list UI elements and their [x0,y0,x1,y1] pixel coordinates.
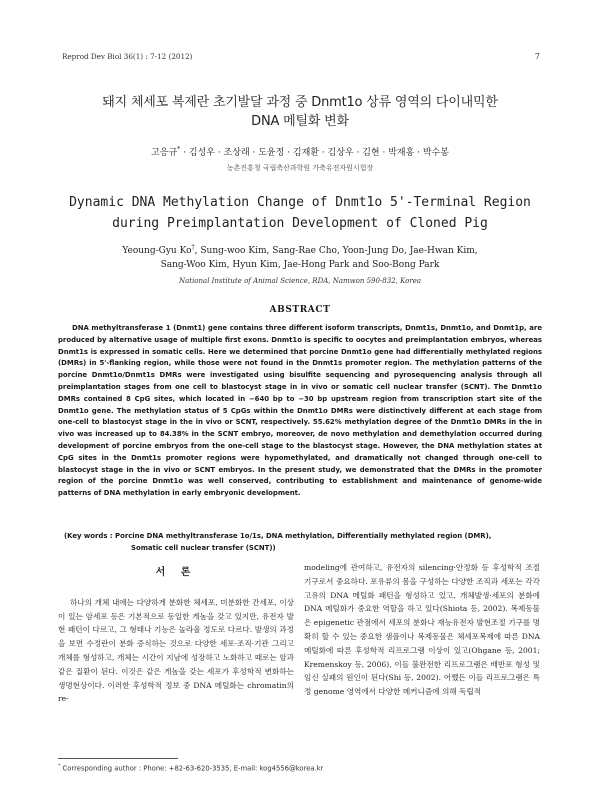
english-author-mark: † [191,244,195,251]
footnote-text: Corresponding author : Phone: +82-63-620-3535, E-mail: kog4556@korea.kr [62,764,324,773]
english-title-line-1: Dynamic DNA Methylation Change of Dnmt1o 5'-Terminal Region [69,195,531,210]
keywords-line-2: Somatic cell nuclear transfer (SCNT)) [131,543,276,552]
running-head [62,52,540,66]
keywords-label: (Key words : [64,532,116,540]
english-authors-line-2: Sang-Woo Kim, Hyun Kim, Jae-Hong Park and Soo-Bong Park [160,260,440,270]
abstract-heading: ABSTRACT [269,305,331,315]
footnote-mark: * [58,764,61,769]
page-number: 7 [534,52,540,61]
footnote [58,764,538,772]
keywords [64,531,542,555]
body-paragraph-right: modeling에 관여하고, 유전자의 silencing·안정화 등 후성학적 조절기구로서 중요하다. 포유류의 몸을 구성하는 다양한 조직과 세포는 각각 고유의 DNA 메틸화 패턴을 형성하고 있고, 개체발생·세포의 분화에 DNA 메틸화가 중요한 역할을 하고 있다(Shiota 등, 2002). 복제동물은 epigenetic 관점에서 세포의 분화나 재능유전자 발현조절 기구를 명확히 할 수 있는 중요한 샘플이나 복제동물은 체세포복제에 따른 DNA 메틸화에 따른 후성학적 리프로그램 이상이 있고(Ohgane 등, 2001; Kremenskoy 등, 2006), 이들 불완전한 리프로그램은 배반포 형성 및 임신 실패의 원인이 된다(Shi 등, 2002). 어쨌든 이들 리프로그램은 특정 genome 영역에서 다양한 메커니즘에 의해 독립적 [304,563,540,697]
korean-first-author: 고응규 [151,148,178,158]
body-column-left [58,566,294,706]
korean-authors [60,145,540,158]
english-affiliation: National Institute of Animal Science, RDA, Namwon 590-832, Korea [178,277,422,285]
english-authors [60,241,540,272]
body-paragraph-left: 하나의 개체 내에는 다양하게 분화한 체세포, 미분화한 간세포, 이상이 있는 암세포 등은 기본적으로 동일한 게놈을 갖고 있지만, 유전자 발현 패턴이 다르고, 그 형태나 기능은 놀라울 정도로 다르다. 발생의 과정을 보면 수정란이 분화 증식하는 것으로 다양한 세포·조직·기관 그리고 개체를 형성하고, 개체는 시간이 지남에 성장하고 노화하고 때로는 암과 같은 질환이 된다. 이것은 같은 게놈을 갖는 세포가 후성학적 변화하는 생명현상이다. 이러한 후성학적 정보 중 DNA 메틸화는 chromatin의 re- [58,597,294,704]
english-other-authors: , Sung-woo Kim, Sang-Rae Cho, Yoon-Jung Do, Jae-Hwan Kim, [194,246,478,256]
korean-author-mark: * [177,146,181,153]
body-column-right [304,561,540,699]
korean-affiliation: 농촌진흥청 국립축산과학원 가축유전자원시험장 [226,164,374,172]
english-first-author: Yeoung-Gyu Ko [122,246,192,256]
section-heading-introduction: 서 론 [155,567,197,578]
keywords-line-1: Porcine DNA methyltransferase 1o/1s, DNA methylation, Differentially methylated region (DMR), [115,532,492,540]
english-title-line-2: during Preimplantation Development of Cloned Pig [112,216,488,231]
korean-title-line-1: 돼지 체세포 복제란 초기발달 과정 중 Dnmt1o 상류 영역의 다이내믹한 [102,95,498,110]
korean-other-authors: · 김성우 · 조상래 · 도윤정 · 김재환 · 김상우 · 김현 · 박재홍 · 박수봉 [180,148,449,158]
journal-citation: Reprod Dev Biol 36(1) : 7-12 (2012) [62,52,193,61]
korean-title-line-2: DNA 메틸화 변화 [251,114,349,129]
footnote-rule [58,758,178,759]
abstract-text: DNA methyltransferase 1 (Dnmt1) gene contains three different isoform transcripts, Dnmt1s, Dnmt1o, and Dnmt1p, are produced by alternative usage of multiple first exons. Dnmt1o is specific to oocytes and preimplantation embryos, whereas Dnmt1s is expressed in somatic cells. Here we determined that porcine Dnmt1o gene had differentially methylated regions (DMRs) in 5'-flanking region, while those were not found in the Dnmt1s promoter region. The methylation patterns of the porcine Dnmt1o/Dnmt1s DMRs were investigated using bisulfite sequencing and pyrosequencing analysis through all preimplantation stages from one cell to blastocyst stage in in vivo or somatic cell nuclear transfer (SCNT). The Dnmt1o DMRs contained 8 CpG sites, which located in −640 bp to −30 bp upstream region from transcription start site of the Dnmt1o gene. The methylation status of 5 CpGs within the Dnmt1o DMRs were distinctively different at each stage from one-cell to blastocyst stage in the in vivo or SCNT, respectively. 55.62% methylation degree of the Dnmt1o DMRs in the in vivo was increased up to 84.38% in the SCNT embryo, moreover, de novo methylation and demethylation occurred during development of porcine embryos from the one-cell stage to the blastocyst stage. However, the DNA methylation states at CpG sites in the Dnmt1s promoter regions were hypomethylated, and dramatically not changed through one-cell to blastocyst stage in the in vivo or SCNT embryos. In the present study, we demonstrated that the DMRs in the promoter region of the porcine Dnmt1o was well conserved, contributing to establishment and maintenance of genome-wide patterns of DNA methylation in early embryonic development. [58,324,542,498]
english-title [50,192,550,234]
korean-title [60,93,540,131]
